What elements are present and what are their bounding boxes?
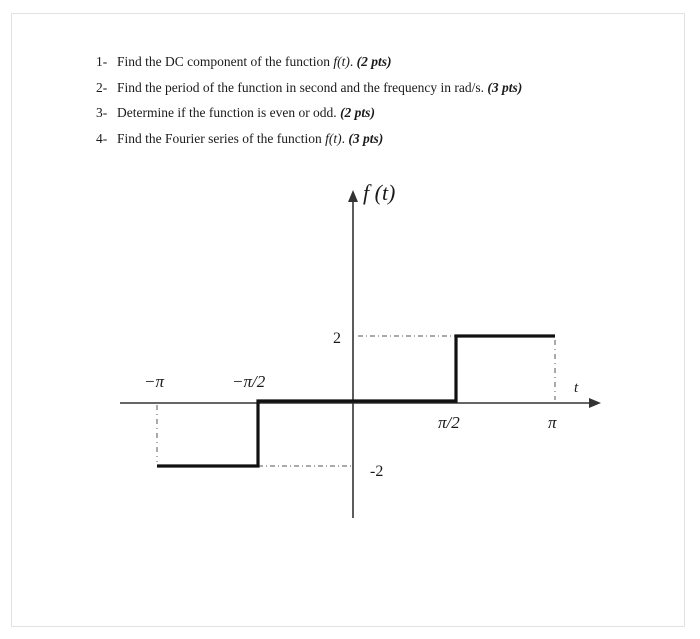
x-label-neg-half-pi: −π/2: [232, 372, 266, 391]
t-axis-arrow: [589, 398, 601, 408]
question-text: Find the Fourier series of the function: [117, 130, 326, 146]
f-axis-arrow: [348, 190, 358, 202]
function-label: f (t): [363, 180, 396, 205]
t-axis-label: t: [574, 380, 579, 396]
question-text: Find the DC component of the function: [117, 54, 334, 69]
question-text-after: .: [341, 130, 349, 146]
function-name: f(t): [333, 54, 350, 69]
signal-waveform: [157, 336, 555, 466]
question-number: 2-: [96, 79, 108, 95]
points-label: (3 pts): [487, 79, 523, 95]
question-text-after: .: [349, 54, 357, 69]
points-label: (2 pts): [340, 105, 375, 120]
question-number: 4-: [96, 130, 108, 146]
y-label-2: 2: [333, 330, 341, 347]
x-label-neg-pi: −π: [144, 372, 164, 391]
x-label-pi: π: [548, 413, 557, 432]
function-name: f(t): [325, 130, 342, 146]
x-label-half-pi: π/2: [438, 413, 460, 432]
points-label: (3 pts): [348, 130, 384, 146]
question-number: 1-: [96, 54, 108, 69]
question-text: Determine if the function is even or odd.: [117, 105, 341, 120]
question-text: Find the period of the function in second and the frequency in rad/s.: [117, 79, 488, 95]
question-number: 3-: [96, 105, 108, 120]
points-label: (2 pts): [356, 54, 392, 69]
y-label-neg2: -2: [370, 463, 384, 480]
